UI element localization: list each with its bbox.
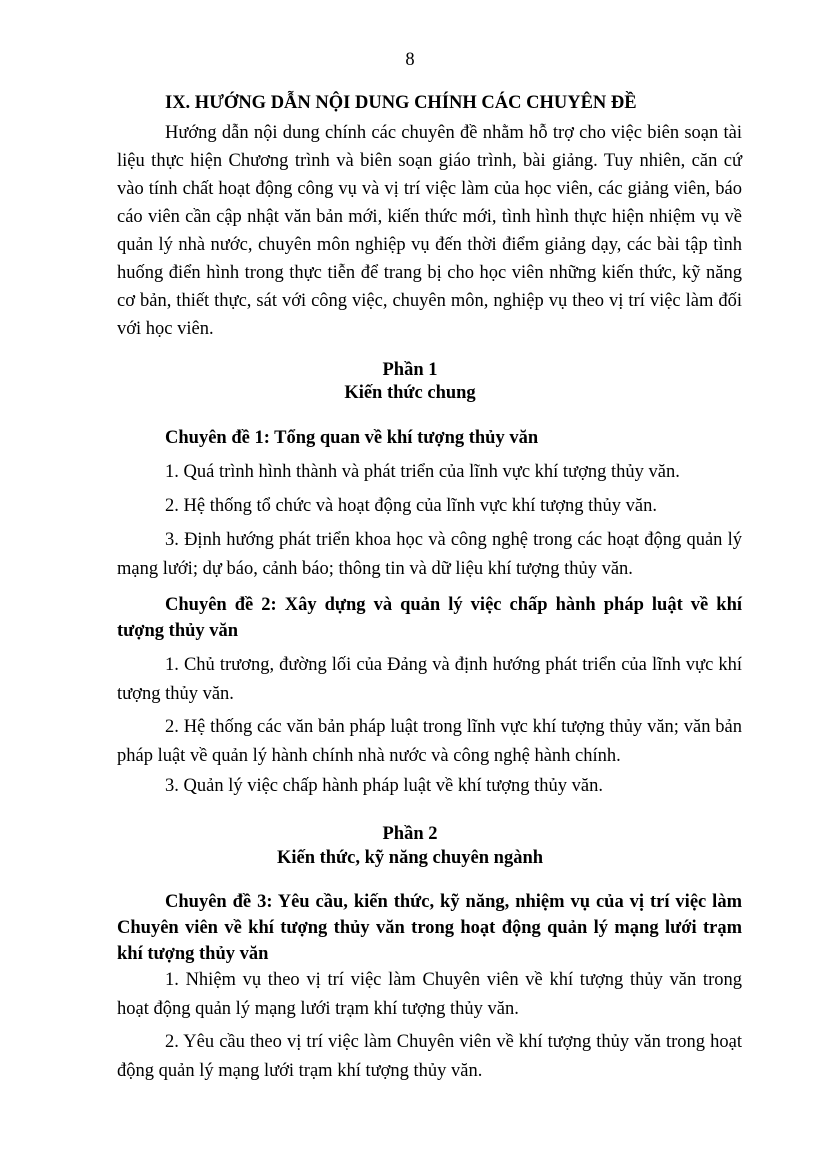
topic2-title: Chuyên đề 2: Xây dựng và quản lý việc chấp hành pháp luật về khí tượng thủy văn bbox=[117, 595, 742, 641]
intro-paragraph bbox=[117, 119, 742, 343]
page-number: 8 bbox=[405, 50, 415, 70]
part1-label: Phần 1 bbox=[382, 360, 438, 380]
topic3-item-1: 1. Nhiệm vụ theo vị trí việc làm Chuyên viên về khí tượng thủy văn trong hoạt động quản lý mạng lưới trạm khí tượng thủy văn. bbox=[117, 970, 742, 1019]
topic3-title: Chuyên đề 3: Yêu cầu, kiến thức, kỹ năng, nhiệm vụ của vị trí việc làm Chuyên viên về khí tượng thủy văn trong hoạt động quản lý mạng lưới trạm khí tượng thủy văn bbox=[117, 892, 742, 964]
topic3-item-2: 2. Yêu cầu theo vị trí việc làm Chuyên viên về khí tượng thủy văn trong hoạt động quản lý mạng lưới trạm khí tượng thủy văn. bbox=[117, 1032, 742, 1081]
topic1-item-1: 1. Quá trình hình thành và phát triển của lĩnh vực khí tượng thủy văn. bbox=[165, 462, 680, 482]
part1-title: Kiến thức chung bbox=[344, 383, 476, 403]
topic1-item-3: 3. Định hướng phát triển khoa học và công nghệ trong các hoạt động quản lý mạng lưới; dự báo, cảnh báo; thông tin và dữ liệu khí tượng thủy văn. bbox=[117, 530, 742, 579]
topic1-item-2: 2. Hệ thống tổ chức và hoạt động của lĩnh vực khí tượng thủy văn. bbox=[165, 496, 657, 516]
topic2-item-3: 3. Quản lý việc chấp hành pháp luật về khí tượng thủy văn. bbox=[165, 776, 604, 796]
topic2-item-2: 2. Hệ thống các văn bản pháp luật trong lĩnh vực khí tượng thủy văn; văn bản pháp luật về quản lý hành chính nhà nước và công nghệ hành chính. bbox=[117, 717, 742, 766]
part2-label: Phần 2 bbox=[382, 824, 438, 844]
section-heading: IX. HƯỚNG DẪN NỘI DUNG CHÍNH CÁC CHUYÊN ĐỀ bbox=[165, 93, 637, 113]
part2-title: Kiến thức, kỹ năng chuyên ngành bbox=[276, 848, 544, 868]
topic1-title: Chuyên đề 1: Tổng quan về khí tượng thủy văn bbox=[165, 428, 539, 448]
topic2-item-1: 1. Chủ trương, đường lối của Đảng và định hướng phát triển của lĩnh vực khí tượng thủy văn. bbox=[117, 655, 742, 704]
intro-text: Hướng dẫn nội dung chính các chuyên đề nhằm hỗ trợ cho việc biên soạn tài liệu thực hiện Chương trình và biên soạn giáo trình, bài giảng. Tuy nhiên, căn cứ vào tính chất hoạt động công vụ và vị trí việc làm của học viên, các giảng viên, báo cáo viên cần cập nhật văn bản mới, kiến thức mới, tình hình thực hiện nhiệm vụ về quản lý nhà nước, chuyên môn nghiệp vụ đến thời điểm giảng dạy, các bài tập tình huống điển hình trong thực tiễn để trang bị cho học viên những kiến thức, kỹ năng cơ bản, thiết thực, sát với công việc, chuyên môn, nghiệp vụ theo vị trí việc làm đối với học viên. bbox=[117, 123, 742, 339]
